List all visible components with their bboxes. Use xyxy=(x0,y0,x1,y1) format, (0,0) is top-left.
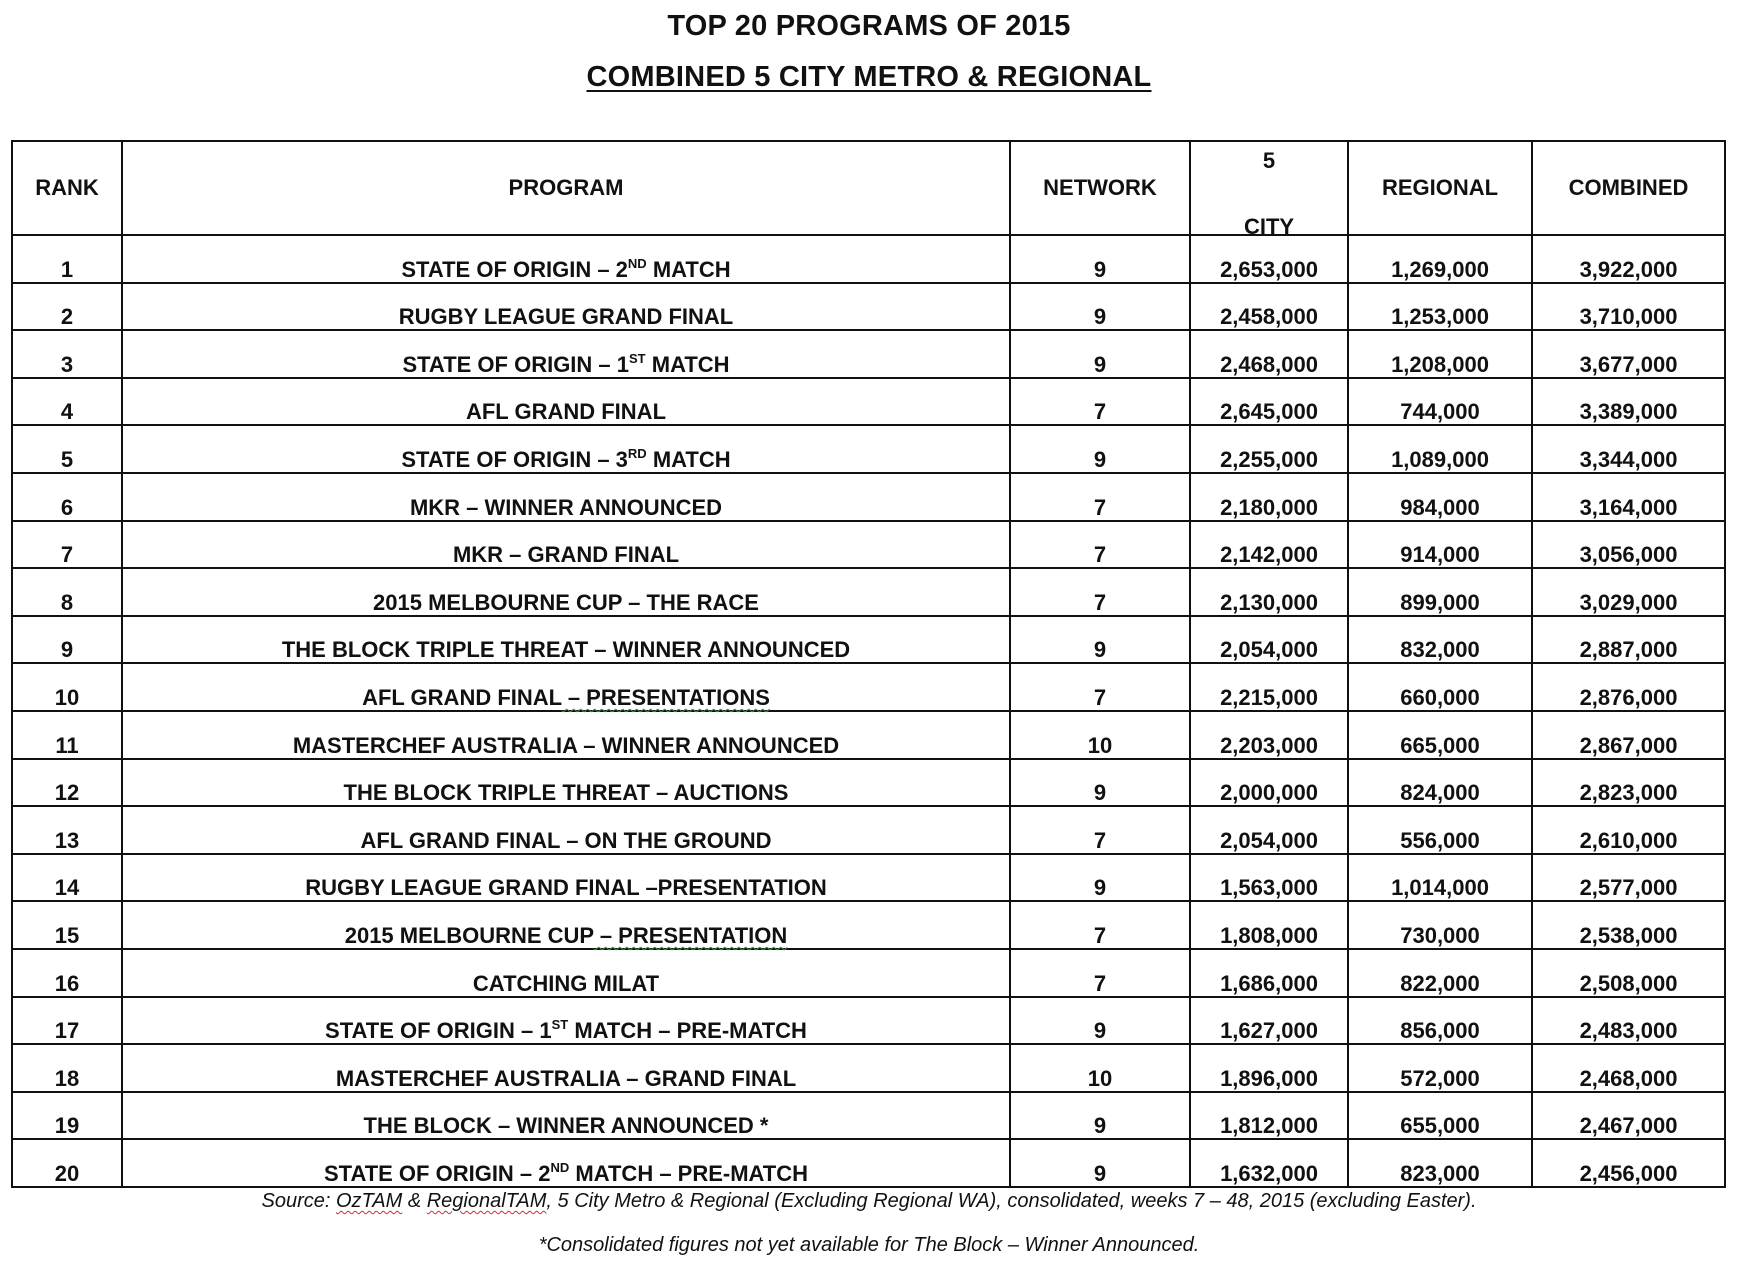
city-cell: 1,896,000 xyxy=(1190,1044,1348,1092)
city-cell: 2,645,000 xyxy=(1190,378,1348,426)
network-cell: 9 xyxy=(1010,235,1190,283)
program-name: STATE OF ORIGIN – 3 xyxy=(401,446,628,472)
program-cell xyxy=(122,473,1010,521)
program-name: MKR – GRAND FINAL xyxy=(452,542,680,568)
city-cell: 2,054,000 xyxy=(1190,806,1348,854)
combined-cell: 2,468,000 xyxy=(1532,1044,1725,1092)
program-name: MASTERCHEF AUSTRALIA – GRAND FINAL xyxy=(335,1065,797,1091)
program-ordinal-suffix: RD xyxy=(627,445,647,461)
page-subtitle-text: COMBINED 5 CITY METRO & REGIONAL xyxy=(586,61,1152,93)
program-name: STATE OF ORIGIN – 2 xyxy=(323,1160,551,1186)
city-cell: 2,203,000 xyxy=(1190,711,1348,759)
program-cell xyxy=(122,616,1010,664)
source-amp: & xyxy=(402,1190,427,1212)
program-cell xyxy=(122,425,1010,473)
network-cell: 9 xyxy=(1010,425,1190,473)
program-cell xyxy=(122,663,1010,711)
combined-cell: 2,467,000 xyxy=(1532,1092,1725,1140)
city-cell: 1,627,000 xyxy=(1190,997,1348,1045)
program-name-rest: MATCH xyxy=(646,446,731,472)
table-row xyxy=(12,949,1725,997)
regional-cell: 744,000 xyxy=(1348,378,1532,426)
page-title: TOP 20 PROGRAMS OF 2015 xyxy=(667,10,1071,42)
program-cell xyxy=(122,521,1010,569)
program-name: AFL GRAND FINAL – ON THE GROUND xyxy=(360,827,772,853)
combined-cell: 3,922,000 xyxy=(1532,235,1725,283)
regional-cell: 1,014,000 xyxy=(1348,854,1532,902)
program-name: 2015 MELBOURNE CUP – THE RACE xyxy=(373,589,759,615)
table-body xyxy=(12,235,1725,1187)
program-name-rest: MATCH – PRE-MATCH xyxy=(569,1160,809,1186)
network-cell: 7 xyxy=(1010,949,1190,997)
source-prefix: Source: xyxy=(261,1190,336,1212)
column-header-network: NETWORK xyxy=(1010,141,1190,235)
program-cell xyxy=(122,568,1010,616)
program-cell xyxy=(122,854,1010,902)
program-name: MKR – WINNER ANNOUNCED xyxy=(409,494,723,520)
table-row xyxy=(12,854,1725,902)
network-cell: 7 xyxy=(1010,473,1190,521)
city-cell: 1,563,000 xyxy=(1190,854,1348,902)
regional-cell: 655,000 xyxy=(1348,1092,1532,1140)
column-header-combined: COMBINED xyxy=(1532,141,1725,235)
page-subtitle xyxy=(0,61,1738,94)
table-row xyxy=(12,616,1725,664)
combined-cell: 2,483,000 xyxy=(1532,997,1725,1045)
program-cell xyxy=(122,235,1010,283)
city-cell: 1,632,000 xyxy=(1190,1139,1348,1187)
network-cell: 9 xyxy=(1010,616,1190,664)
rank-cell: 9 xyxy=(12,616,122,664)
regional-cell: 730,000 xyxy=(1348,901,1532,949)
program-name: RUGBY LEAGUE GRAND FINAL xyxy=(398,304,734,330)
source-rest: , 5 City Metro & Regional (Excluding Regional WA), consolidated, weeks 7 – 48, 2015 (excluding Easter). xyxy=(546,1190,1477,1212)
regional-cell: 1,089,000 xyxy=(1348,425,1532,473)
regional-cell: 665,000 xyxy=(1348,711,1532,759)
combined-cell: 3,056,000 xyxy=(1532,521,1725,569)
program-cell xyxy=(122,806,1010,854)
column-header-rank: RANK xyxy=(12,141,122,235)
rank-cell: 20 xyxy=(12,1139,122,1187)
table-header-row xyxy=(12,141,1725,235)
rank-cell: 12 xyxy=(12,759,122,807)
combined-cell: 3,710,000 xyxy=(1532,283,1725,331)
program-cell xyxy=(122,711,1010,759)
program-cell xyxy=(122,949,1010,997)
city-cell: 1,686,000 xyxy=(1190,949,1348,997)
network-cell: 9 xyxy=(1010,759,1190,807)
rank-cell: 2 xyxy=(12,283,122,331)
column-header-5-city-line2: CITY xyxy=(1243,214,1295,239)
rank-cell: 14 xyxy=(12,854,122,902)
city-cell: 2,215,000 xyxy=(1190,663,1348,711)
regional-cell: 914,000 xyxy=(1348,521,1532,569)
program-name-rest: MATCH – PRE-MATCH xyxy=(568,1018,807,1044)
rank-cell: 3 xyxy=(12,330,122,378)
regional-cell: 1,253,000 xyxy=(1348,283,1532,331)
network-cell: 7 xyxy=(1010,663,1190,711)
network-cell: 7 xyxy=(1010,521,1190,569)
table-row xyxy=(12,425,1725,473)
program-cell xyxy=(122,997,1010,1045)
regional-cell: 856,000 xyxy=(1348,997,1532,1045)
combined-cell: 2,610,000 xyxy=(1532,806,1725,854)
network-cell: 7 xyxy=(1010,568,1190,616)
city-cell: 2,180,000 xyxy=(1190,473,1348,521)
regional-cell: 984,000 xyxy=(1348,473,1532,521)
program-name: MASTERCHEF AUSTRALIA – WINNER ANNOUNCED xyxy=(292,732,840,758)
network-cell: 9 xyxy=(1010,283,1190,331)
program-name: STATE OF ORIGIN – 2 xyxy=(401,256,628,282)
network-cell: 9 xyxy=(1010,1092,1190,1140)
rank-cell: 13 xyxy=(12,806,122,854)
rank-cell: 19 xyxy=(12,1092,122,1140)
program-name-rest: MATCH xyxy=(645,351,730,377)
table-row xyxy=(12,663,1725,711)
network-cell: 9 xyxy=(1010,1139,1190,1187)
program-name: AFL GRAND FINAL xyxy=(362,684,562,710)
program-ordinal-suffix: ND xyxy=(627,255,647,271)
program-cell xyxy=(122,283,1010,331)
program-cell xyxy=(122,901,1010,949)
source-regionaltam: RegionalTAM xyxy=(426,1190,547,1212)
regional-cell: 660,000 xyxy=(1348,663,1532,711)
rank-cell: 10 xyxy=(12,663,122,711)
table-row xyxy=(12,568,1725,616)
program-cell xyxy=(122,330,1010,378)
combined-cell: 2,867,000 xyxy=(1532,711,1725,759)
table-row xyxy=(12,378,1725,426)
program-name: RUGBY LEAGUE GRAND FINAL –PRESENTATION xyxy=(305,875,827,901)
program-name: THE BLOCK TRIPLE THREAT – AUCTIONS xyxy=(343,780,789,806)
rank-cell: 7 xyxy=(12,521,122,569)
program-cell xyxy=(122,759,1010,807)
regional-cell: 572,000 xyxy=(1348,1044,1532,1092)
table-row xyxy=(12,806,1725,854)
rank-cell: 11 xyxy=(12,711,122,759)
rank-cell: 15 xyxy=(12,901,122,949)
regional-cell: 1,208,000 xyxy=(1348,330,1532,378)
program-cell xyxy=(122,1139,1010,1187)
combined-cell: 3,677,000 xyxy=(1532,330,1725,378)
network-cell: 9 xyxy=(1010,330,1190,378)
program-name-flagged: – PRESENTATION xyxy=(593,922,788,948)
program-name: 2015 MELBOURNE CUP xyxy=(344,922,594,948)
combined-cell: 2,887,000 xyxy=(1532,616,1725,664)
program-name: AFL GRAND FINAL xyxy=(465,399,667,425)
table-row xyxy=(12,283,1725,331)
column-header-regional: REGIONAL xyxy=(1348,141,1532,235)
combined-cell: 3,029,000 xyxy=(1532,568,1725,616)
table-row xyxy=(12,1092,1725,1140)
city-cell: 2,255,000 xyxy=(1190,425,1348,473)
rank-cell: 5 xyxy=(12,425,122,473)
city-cell: 1,808,000 xyxy=(1190,901,1348,949)
table-row xyxy=(12,235,1725,283)
program-name-rest: MATCH xyxy=(646,256,731,282)
rank-cell: 4 xyxy=(12,378,122,426)
combined-cell: 2,538,000 xyxy=(1532,901,1725,949)
table-row xyxy=(12,330,1725,378)
source-oztam: OzTAM xyxy=(335,1190,403,1212)
program-name: STATE OF ORIGIN – 1 xyxy=(402,351,629,377)
city-cell: 2,458,000 xyxy=(1190,283,1348,331)
regional-cell: 823,000 xyxy=(1348,1139,1532,1187)
city-cell: 2,653,000 xyxy=(1190,235,1348,283)
city-cell: 2,468,000 xyxy=(1190,330,1348,378)
network-cell: 9 xyxy=(1010,854,1190,902)
combined-cell: 3,344,000 xyxy=(1532,425,1725,473)
rank-cell: 17 xyxy=(12,997,122,1045)
city-cell: 2,142,000 xyxy=(1190,521,1348,569)
column-header-program: PROGRAM xyxy=(122,141,1010,235)
program-name: CATCHING MILAT xyxy=(472,970,660,996)
combined-cell: 2,508,000 xyxy=(1532,949,1725,997)
table-row xyxy=(12,521,1725,569)
table-row xyxy=(12,473,1725,521)
program-ordinal-suffix: ST xyxy=(551,1017,569,1033)
rank-cell: 1 xyxy=(12,235,122,283)
combined-cell: 3,389,000 xyxy=(1532,378,1725,426)
table-header xyxy=(12,141,1725,239)
network-cell: 10 xyxy=(1010,711,1190,759)
program-name: THE BLOCK – WINNER ANNOUNCED * xyxy=(363,1113,769,1139)
regional-cell: 1,269,000 xyxy=(1348,235,1532,283)
combined-cell: 2,456,000 xyxy=(1532,1139,1725,1187)
program-name-flagged: – PRESENTATIONS xyxy=(561,684,770,710)
programs-table xyxy=(11,140,1726,1188)
city-cell: 2,130,000 xyxy=(1190,568,1348,616)
combined-cell: 2,876,000 xyxy=(1532,663,1725,711)
program-cell xyxy=(122,378,1010,426)
table-row xyxy=(12,759,1725,807)
combined-cell: 3,164,000 xyxy=(1532,473,1725,521)
city-cell: 2,000,000 xyxy=(1190,759,1348,807)
regional-cell: 824,000 xyxy=(1348,759,1532,807)
regional-cell: 832,000 xyxy=(1348,616,1532,664)
combined-cell: 2,577,000 xyxy=(1532,854,1725,902)
network-cell: 7 xyxy=(1010,806,1190,854)
program-ordinal-suffix: ST xyxy=(629,350,646,366)
combined-cell: 2,823,000 xyxy=(1532,759,1725,807)
table-row xyxy=(12,711,1725,759)
program-ordinal-suffix: ND xyxy=(550,1159,570,1175)
table-row xyxy=(12,901,1725,949)
table-row xyxy=(12,1044,1725,1092)
network-cell: 9 xyxy=(1010,997,1190,1045)
network-cell: 10 xyxy=(1010,1044,1190,1092)
regional-cell: 899,000 xyxy=(1348,568,1532,616)
city-cell: 2,054,000 xyxy=(1190,616,1348,664)
rank-cell: 18 xyxy=(12,1044,122,1092)
column-header-5-city-line1: 5 xyxy=(1262,148,1276,173)
regional-cell: 822,000 xyxy=(1348,949,1532,997)
regional-cell: 556,000 xyxy=(1348,806,1532,854)
program-cell xyxy=(122,1044,1010,1092)
footnote: *Consolidated figures not yet available for The Block – Winner Announced. xyxy=(538,1234,1200,1256)
source-note xyxy=(0,1190,1738,1213)
program-name: THE BLOCK TRIPLE THREAT – WINNER ANNOUNCED xyxy=(281,637,851,663)
city-cell: 1,812,000 xyxy=(1190,1092,1348,1140)
program-name: STATE OF ORIGIN – 1 xyxy=(325,1018,552,1044)
network-cell: 7 xyxy=(1010,901,1190,949)
column-header-5-city xyxy=(1190,141,1348,239)
rank-cell: 8 xyxy=(12,568,122,616)
table-row xyxy=(12,1139,1725,1187)
rank-cell: 6 xyxy=(12,473,122,521)
rank-cell: 16 xyxy=(12,949,122,997)
network-cell: 7 xyxy=(1010,378,1190,426)
table-row xyxy=(12,997,1725,1045)
program-cell xyxy=(122,1092,1010,1140)
